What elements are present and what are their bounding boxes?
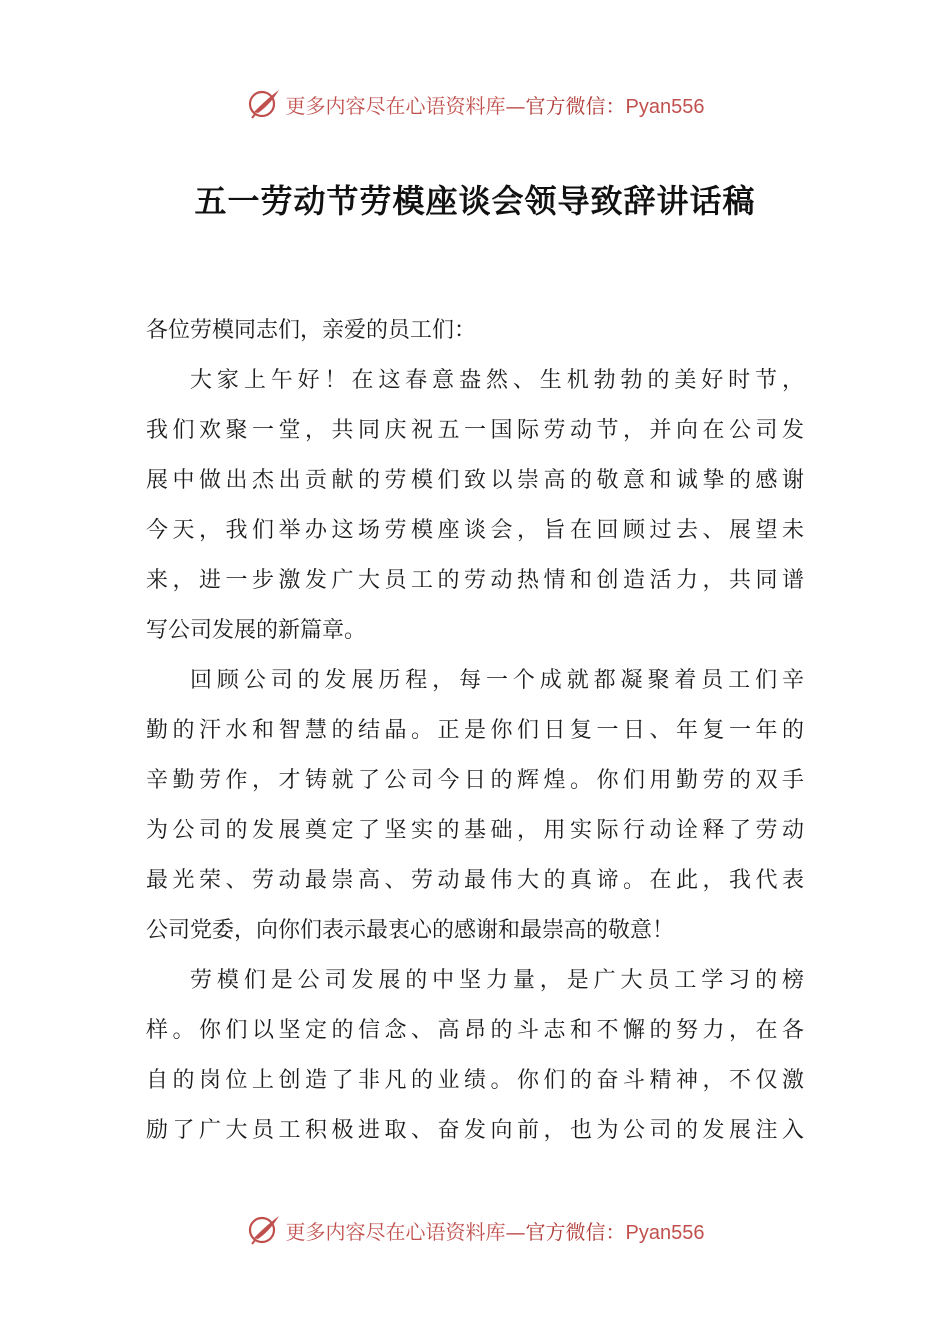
text-line: 展中做出杰出贡献的劳模们致以崇高的敬意和诚挚的感谢 [146, 468, 804, 493]
document-title: 五一劳动节劳模座谈会领导致辞讲话稿 [194, 182, 756, 220]
paragraph-2 [146, 656, 804, 956]
salutation [146, 306, 804, 356]
document-body [146, 306, 804, 1156]
text-line: 我们欢聚一堂，共同庆祝五一国际劳动节，并向在公司发 [146, 418, 804, 443]
text-line: 为公司的发展奠定了坚实的基础，用实际行动诠释了劳动 [146, 818, 804, 843]
footer-banner [0, 1210, 950, 1250]
paragraph-3 [146, 956, 804, 1156]
text-line: 来，进一步激发广大员工的劳动热情和创造活力，共同谱 [146, 568, 804, 593]
quill-logo-icon [246, 86, 282, 122]
paragraph-1 [146, 356, 804, 656]
text-line: 自的岗位上创造了非凡的业绩。你们的奋斗精神，不仅激 [146, 1068, 804, 1093]
quill-logo-icon [246, 1212, 282, 1248]
header-banner [0, 84, 950, 124]
text-line: 写公司发展的新篇章。 [146, 618, 367, 643]
text-line: 辛勤劳作，才铸就了公司今日的辉煌。你们用勤劳的双手 [146, 768, 804, 793]
text-line: 最光荣、劳动最崇高、劳动最伟大的真谛。在此，我代表 [146, 868, 804, 893]
banner-text: 更多内容尽在心语资料库—官方微信：Pyan556 [285, 1219, 705, 1244]
text-line: 大家上午好！在这春意盎然、生机勃勃的美好时节， [190, 368, 804, 393]
text-line: 公司党委，向你们表示最衷心的感谢和最崇高的敬意！ [146, 918, 675, 943]
text-line: 回顾公司的发展历程，每一个成就都凝聚着员工们辛 [190, 668, 804, 693]
banner-text: 更多内容尽在心语资料库—官方微信：Pyan556 [285, 93, 705, 118]
text-line: 勤的汗水和智慧的结晶。正是你们日复一日、年复一年的 [146, 718, 804, 743]
text-line: 劳模们是公司发展的中坚力量，是广大员工学习的榜 [190, 968, 804, 993]
text-line: 今天，我们举办这场劳模座谈会，旨在回顾过去、展望未 [146, 518, 804, 543]
text-line: 样。你们以坚定的信念、高昂的斗志和不懈的努力，在各 [146, 1018, 804, 1043]
text-line: 励了广大员工积极进取、奋发向前，也为公司的发展注入 [146, 1118, 804, 1143]
text-line: 各位劳模同志们，亲爱的员工们： [146, 318, 477, 343]
